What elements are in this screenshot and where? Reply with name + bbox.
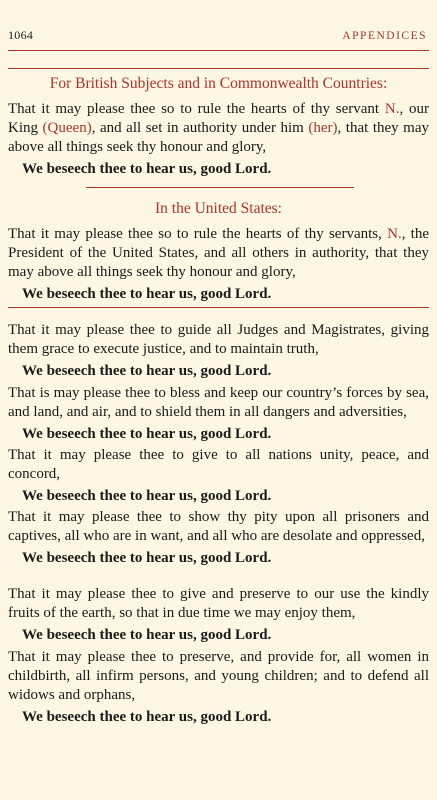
response: We beseech thee to hear us, good Lord. [22, 286, 272, 302]
running-head: APPENDICES [342, 30, 427, 42]
rubric-alternative: (her) [308, 120, 338, 136]
petition-text: , the President of the United States, and all others in authority, that they may above all things seek thy honour and glory, [8, 226, 430, 280]
petition-text: That it may please thee to show thy pity upon all prisoners and captives, all who are in want, and all who are desolate and oppressed, [8, 509, 429, 544]
response: We beseech thee to hear us, good Lord. [22, 426, 272, 442]
rubric-name-placeholder: N. [387, 226, 402, 242]
petition-prisoners [8, 508, 429, 568]
petition-text: , our King [8, 101, 429, 136]
section-heading-us: In the United States: [155, 200, 282, 217]
petition-judges [8, 321, 429, 381]
petition-text: , that they may above all things seek thy honour and glory, [8, 120, 429, 155]
petition-text: That is may please thee to bless and keep our country’s forces by sea, and land, and air, and to shield them in all dangers and adversities, [8, 385, 429, 420]
response: We beseech thee to hear us, good Lord. [22, 488, 272, 504]
section-rule-top [8, 68, 429, 69]
petition-text: That it may please thee to give to all nations unity, peace, and concord, [8, 447, 429, 482]
petition-text: , and all set in authority under him [91, 120, 309, 136]
petition-us [8, 225, 429, 282]
rubric-alternative: (Queen) [42, 120, 92, 136]
header-rule [8, 50, 429, 51]
petition-forces [8, 384, 429, 444]
section-divider-short [86, 187, 354, 188]
page-header [8, 28, 427, 43]
petition-text: That it may please thee to give and preserve to our use the kindly fruits of the earth, so that in due time we may enjoy them, [8, 586, 429, 621]
section-united-states [8, 199, 429, 304]
petition-text: That it may please thee so to rule the hearts of thy servant [8, 101, 385, 117]
response: We beseech thee to hear us, good Lord. [22, 627, 272, 643]
response: We beseech thee to hear us, good Lord. [22, 161, 272, 177]
petition-nations [8, 446, 429, 506]
petition-women-children [8, 648, 429, 727]
petition-text: That it may please thee to guide all Judges and Magistrates, giving them grace to execute justice, and to maintain truth, [8, 322, 429, 357]
petition-fruits [8, 585, 429, 645]
section-rule-bottom [8, 307, 429, 308]
section-british [8, 74, 429, 179]
rubric-name-placeholder: N. [384, 101, 400, 117]
petition-text: That it may please thee so to rule the hearts of thy servants, [8, 226, 388, 242]
section-heading-british: For British Subjects and in Commonwealth Countries: [49, 75, 388, 92]
petition-british [8, 100, 429, 157]
response: We beseech thee to hear us, good Lord. [22, 709, 272, 725]
response: We beseech thee to hear us, good Lord. [22, 550, 272, 566]
response: We beseech thee to hear us, good Lord. [22, 363, 272, 379]
petition-text: That it may please thee to preserve, and provide for, all women in childbirth, all infirm persons, and young children; and to defend all widows and orphans, [8, 649, 429, 703]
page-number: 1064 [8, 28, 34, 42]
